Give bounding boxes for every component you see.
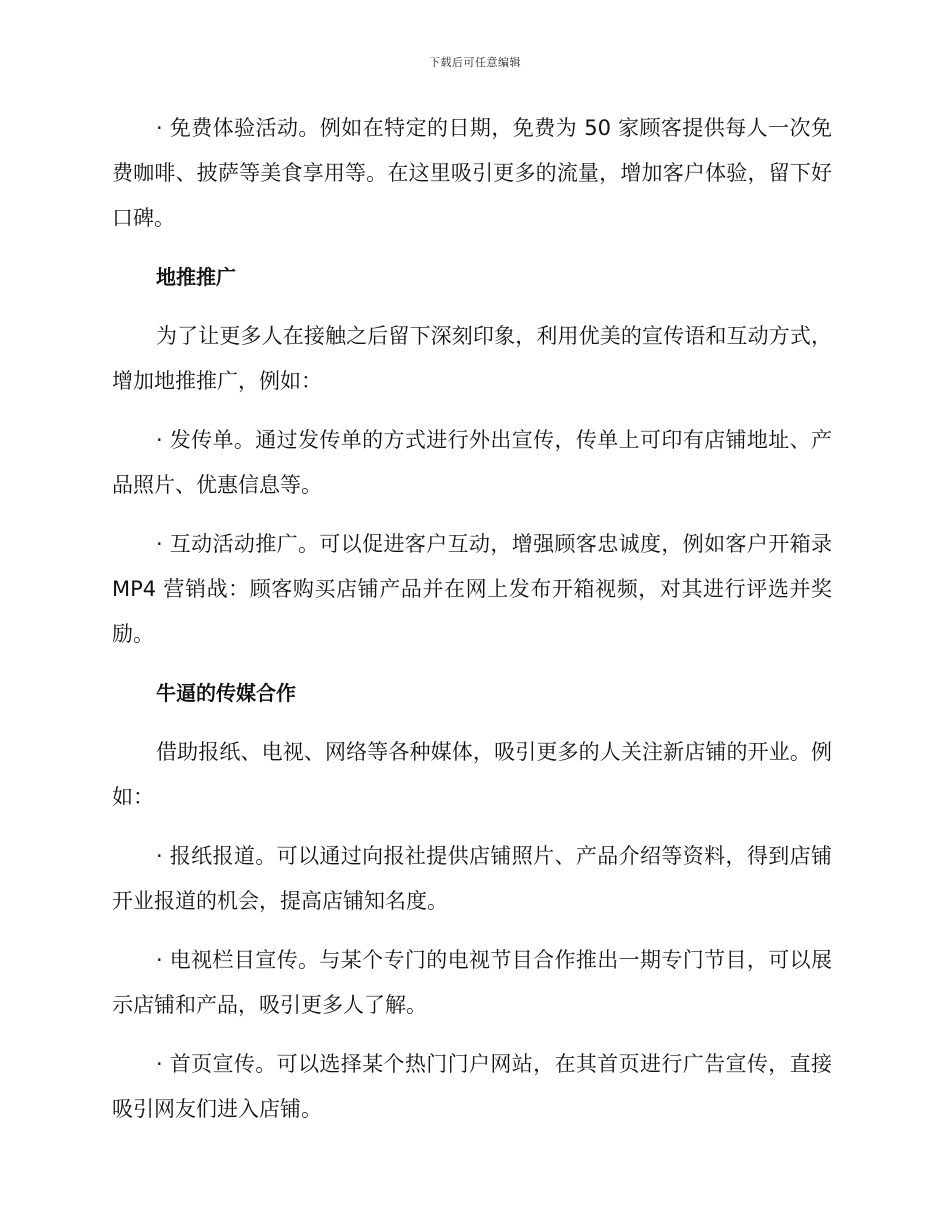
paragraph-tv: · 电视栏目宣传。与某个专门的电视节目合作推出一期专门节目，可以展示店铺和产品，吸引更多人了解。 [112,948,832,1017]
paragraph-media-intro: 借助报纸、电视、网络等各种媒体，吸引更多的人关注新店铺的开业。例如： [112,740,832,809]
header-note: 下载后可任意编辑 [429,56,521,69]
paragraph-interactive: · 互动活动推广。可以促进客户互动，增强顾客忠诚度，例如客户开箱录 MP4 营销战：顾客购买店铺产品并在网上发布开箱视频，对其进行评选并奖励。 [112,532,832,646]
section-heading-media-cooperation: 牛逼的传媒合作 [156,681,296,705]
section-heading-ground-promotion: 地推推广 [156,265,236,289]
paragraph-free-trial: · 免费体验活动。例如在特定的日期，免费为 50 家顾客提供每人一次免费咖啡、披萨等美食享用等。在这里吸引更多的流量，增加客户体验，留下好口碑。 [112,116,832,230]
document-body [112,106,832,1132]
paragraph-newspaper: · 报纸报道。可以通过向报社提供店铺照片、产品介绍等资料，得到店铺开业报道的机会，提高店铺知名度。 [112,844,832,913]
paragraph-homepage: · 首页宣传。可以选择某个热门门户网站，在其首页进行广告宣传，直接吸引网友们进入店铺。 [112,1052,832,1121]
paragraph-ground-intro: 为了让更多人在接触之后留下深刻印象，利用优美的宣传语和互动方式，增加地推推广，例如： [112,324,832,393]
paragraph-flyers: · 发传单。通过发传单的方式进行外出宣传，传单上可印有店铺地址、产品照片、优惠信息等。 [112,428,832,497]
